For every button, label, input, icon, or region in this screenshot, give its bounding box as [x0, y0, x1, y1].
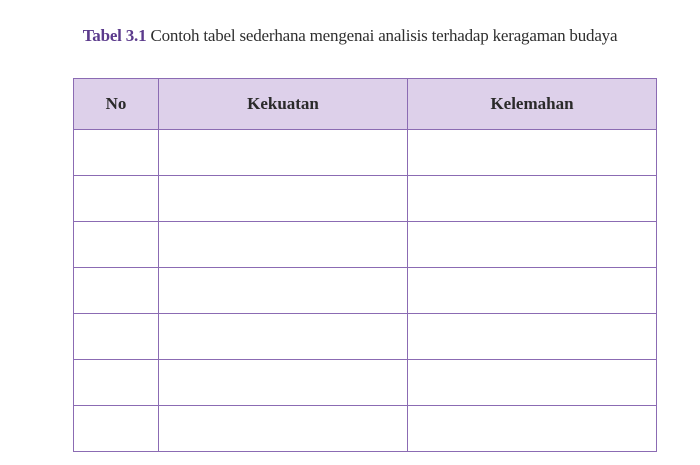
table-cell — [74, 222, 159, 268]
table-cell — [408, 406, 657, 452]
table-row — [74, 222, 657, 268]
analysis-table — [73, 78, 657, 452]
table-caption — [0, 26, 700, 46]
table-cell — [74, 360, 159, 406]
table-cell — [408, 268, 657, 314]
caption-text: Contoh tabel sederhana mengenai analisis terhadap keragaman budaya — [150, 26, 618, 45]
table-cell — [159, 222, 408, 268]
table-cell — [159, 268, 408, 314]
table-row — [74, 268, 657, 314]
table-cell — [408, 222, 657, 268]
table-cell — [408, 314, 657, 360]
table-cell — [74, 406, 159, 452]
table-cell — [74, 314, 159, 360]
analysis-table-container — [73, 78, 656, 452]
table-cell — [408, 360, 657, 406]
table-cell — [74, 130, 159, 176]
caption-label: Tabel 3.1 — [82, 26, 147, 45]
table-row — [74, 314, 657, 360]
table-cell — [408, 176, 657, 222]
table-row — [74, 360, 657, 406]
table-cell — [408, 130, 657, 176]
table-row — [74, 176, 657, 222]
table-cell — [159, 176, 408, 222]
table-row — [74, 406, 657, 452]
table-cell — [159, 130, 408, 176]
table-cell — [159, 314, 408, 360]
table-cell — [74, 176, 159, 222]
table-header-row — [74, 79, 657, 130]
table-cell — [159, 406, 408, 452]
table-cell — [74, 268, 159, 314]
table-row — [74, 130, 657, 176]
header-kelemahan: Kelemahan — [408, 79, 657, 130]
header-kekuatan: Kekuatan — [159, 79, 408, 130]
header-no: No — [74, 79, 159, 130]
table-cell — [159, 360, 408, 406]
